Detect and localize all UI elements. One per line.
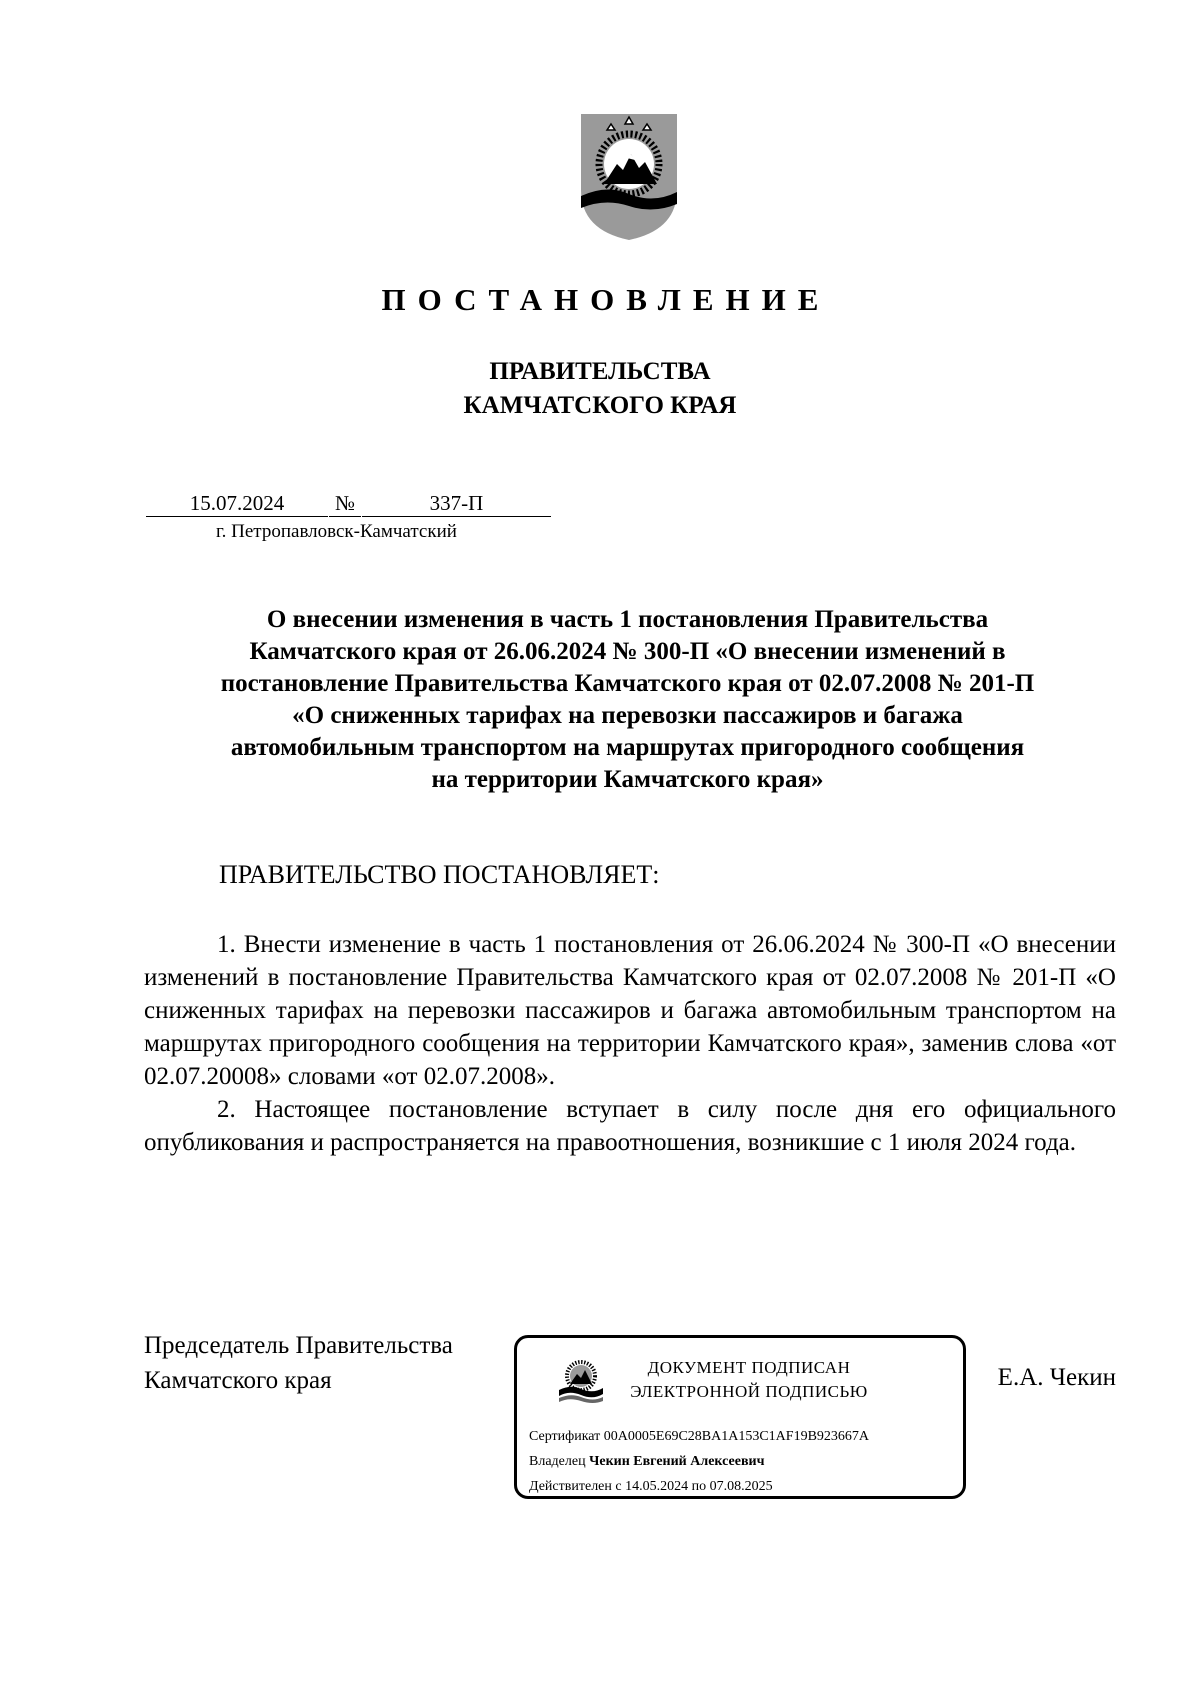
owner-label: Владелец: [529, 1454, 586, 1469]
document-type: ПОСТАНОВЛЕНИЕ: [381, 282, 831, 317]
valid-to-label: по: [691, 1479, 707, 1494]
position-line-2: Камчатского края: [144, 1367, 332, 1394]
stamp-emblem-icon: [557, 1354, 605, 1406]
certificate-value: 00A0005E69C28BA1A153C1AF19B923667A: [603, 1429, 870, 1444]
valid-from-label: Действителен с: [529, 1479, 622, 1494]
coat-of-arms-icon: [577, 112, 681, 242]
city: г. Петропавловск-Камчатский: [216, 521, 457, 542]
document-title: [140, 604, 1115, 796]
signatory-name: Е.А. Чекин: [997, 1364, 1116, 1391]
stamp-heading: [629, 1356, 869, 1404]
stamp-details: [529, 1424, 869, 1499]
title-line: автомобильным транспортом на маршрутах пригородного сообщения: [230, 734, 1025, 761]
valid-from-value: 14.05.2024: [625, 1479, 689, 1494]
issuer-line-1: ПРАВИТЕЛЬСТВА: [489, 358, 711, 385]
title-line: Камчатского края от 26.06.2024 № 300-П «О внесении изменений в: [249, 638, 1006, 665]
certificate-label: Сертификат: [529, 1429, 601, 1444]
registration-line: [146, 491, 551, 519]
stamp-heading-line-1: ДОКУМЕНТ ПОДПИСАН: [647, 1358, 851, 1377]
issuer-line-2: КАМЧАТСКОГО КРАЯ: [463, 392, 737, 419]
position-line-1: Председатель Правительства: [144, 1332, 453, 1359]
decree-heading: ПРАВИТЕЛЬСТВО ПОСТАНОВЛЯЕТ:: [219, 860, 660, 889]
document-body: [144, 928, 1116, 1159]
owner-row: [529, 1449, 869, 1474]
valid-to-value: 07.08.2025: [709, 1479, 773, 1494]
title-line: О внесении изменения в часть 1 постановления Правительства: [266, 606, 989, 633]
validity-row: [529, 1474, 869, 1499]
title-line: на территории Камчатского края»: [431, 766, 824, 793]
document-date: 15.07.2024: [146, 491, 328, 517]
owner-value: Чекин Евгений Алексеевич: [589, 1454, 765, 1469]
number-sign: №: [329, 491, 361, 517]
paragraph-2: 2. Настоящее постановление вступает в силу после дня его официального опубликования и распространяется на правоотношения, возникшие с 1 июля 2024 года.: [144, 1096, 1116, 1156]
certificate-row: [529, 1424, 869, 1449]
paragraph-1: 1. Внести изменение в часть 1 постановления от 26.06.2024 № 300-П «О внесении изменений в постановление Правительства Камчатского края от 02.07.2008 № 201-П «О сниженных тарифах на перевозки пассажиров и багажа автомобильным транспортом на маршрутах пригородного сообщения на территории Камчатского края», заменив слова «от 02.07.20008» словами «от 02.07.2008».: [144, 931, 1116, 1090]
title-line: «О сниженных тарифах на перевозки пассажиров и багажа: [292, 702, 963, 729]
document-number: 337-П: [362, 491, 551, 517]
signatory-position: [144, 1328, 453, 1398]
issuer-block: [0, 355, 1200, 423]
title-line: постановление Правительства Камчатского края от 02.07.2008 № 201-П: [220, 670, 1035, 697]
stamp-heading-line-2: ЭЛЕКТРОННОЙ ПОДПИСЬЮ: [630, 1382, 868, 1401]
e-signature-stamp: [514, 1335, 966, 1499]
